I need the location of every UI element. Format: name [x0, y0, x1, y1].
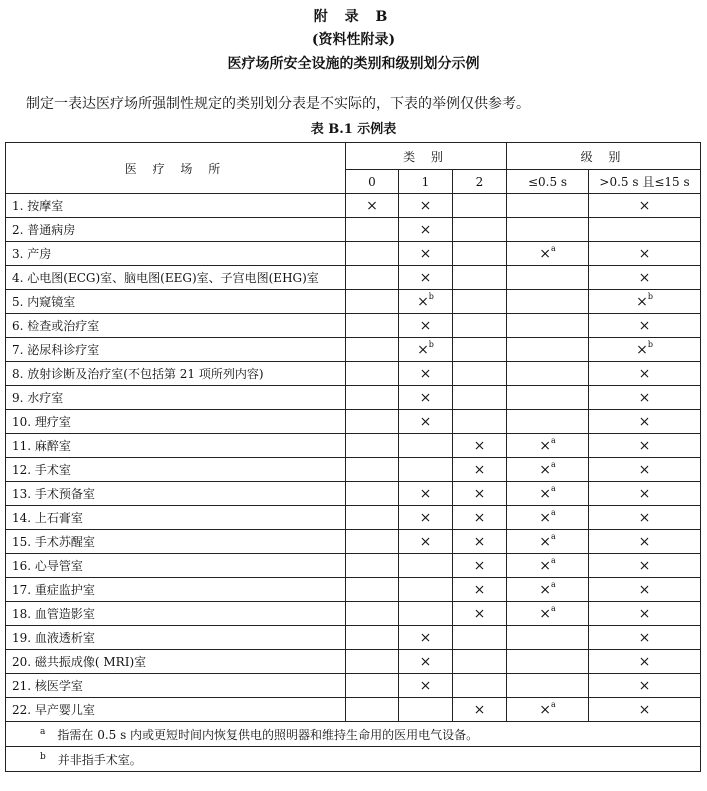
- place-name-cell: 2. 普通病房: [6, 218, 346, 242]
- table-row: [6, 554, 701, 578]
- level-2-cell: [589, 194, 701, 218]
- class-1-cell: [399, 698, 453, 722]
- level-2-cell: [589, 674, 701, 698]
- class-0-cell: [346, 482, 399, 506]
- mark-symbol: ×: [419, 677, 432, 694]
- mark-symbol: ×: [638, 269, 651, 286]
- mark-symbol: ×: [638, 365, 651, 382]
- mark-symbol: ×: [419, 269, 432, 286]
- mark-footnote-ref: a: [550, 459, 556, 469]
- place-name-cell: 3. 产房: [6, 242, 346, 266]
- level-1-cell: [507, 218, 589, 242]
- mark-symbol: ×: [638, 557, 651, 574]
- class-0-cell: [346, 602, 399, 626]
- class-2-cell: [453, 698, 507, 722]
- mark-symbol: ×: [636, 341, 648, 358]
- mark-symbol: ×: [539, 461, 551, 478]
- footnote-row: [6, 747, 701, 772]
- mark-footnote-ref: a: [550, 507, 556, 517]
- table-row: [6, 410, 701, 434]
- class-2-cell: [453, 506, 507, 530]
- level-1-cell: [507, 338, 589, 362]
- class-2-cell: [453, 530, 507, 554]
- mark-symbol: ×: [366, 197, 378, 214]
- level-2-cell: [589, 362, 701, 386]
- level-2-cell: [589, 242, 701, 266]
- footnote-row: [6, 722, 701, 747]
- class-0-cell: [346, 290, 399, 314]
- class-1-cell: [399, 314, 453, 338]
- class-1-cell: [399, 578, 453, 602]
- table-row: [6, 530, 701, 554]
- level-1-cell: [507, 290, 589, 314]
- level-1-cell: [507, 266, 589, 290]
- mark-symbol: ×: [419, 509, 432, 526]
- level-2-cell: [589, 458, 701, 482]
- mark-symbol: ×: [473, 509, 486, 526]
- mark-symbol: ×: [636, 293, 648, 310]
- mark-symbol: ×: [539, 581, 551, 598]
- level-2-cell: [589, 698, 701, 722]
- class-0-cell: [346, 386, 399, 410]
- class-1-cell: [399, 194, 453, 218]
- level-2-cell: [589, 434, 701, 458]
- class-2-cell: [453, 674, 507, 698]
- intro-paragraph: 制定一表达医疗场所强制性规定的类别划分表是不实际的，下表的举例仅供参考。: [26, 96, 530, 112]
- table-row: [6, 626, 701, 650]
- col-level-2: >0.5 s 且≤15 s: [589, 170, 701, 194]
- place-name-cell: 10. 理疗室: [6, 410, 346, 434]
- place-name-cell: 6. 检查或治疗室: [6, 314, 346, 338]
- table-row: [6, 290, 701, 314]
- mark-symbol: ×: [539, 533, 551, 550]
- level-2-cell: [589, 410, 701, 434]
- place-name-cell: 17. 重症监护室: [6, 578, 346, 602]
- class-2-cell: [453, 242, 507, 266]
- class-1-cell: [399, 674, 453, 698]
- class-2-cell: [453, 290, 507, 314]
- class-0-cell: [346, 362, 399, 386]
- level-1-cell: [507, 362, 589, 386]
- class-0-cell: [346, 242, 399, 266]
- appendix-title: 附 录 B: [313, 9, 394, 25]
- mark-symbol: ×: [638, 581, 651, 598]
- mark-symbol: ×: [417, 293, 429, 310]
- table-row: [6, 674, 701, 698]
- place-name-cell: 22. 早产婴儿室: [6, 698, 346, 722]
- level-2-cell: [589, 290, 701, 314]
- class-1-cell: [399, 506, 453, 530]
- mark-symbol: ×: [638, 701, 651, 718]
- class-1-cell: [399, 362, 453, 386]
- col-class-2: 2: [453, 170, 507, 194]
- mark-symbol: ×: [473, 533, 486, 550]
- table-row: [6, 338, 701, 362]
- mark-symbol: ×: [417, 341, 429, 358]
- mark-symbol: ×: [539, 701, 551, 718]
- mark-symbol: ×: [638, 245, 651, 262]
- class-0-cell: [346, 434, 399, 458]
- place-name-cell: 16. 心导管室: [6, 554, 346, 578]
- mark-footnote-ref: a: [550, 435, 556, 445]
- mark-symbol: ×: [638, 197, 651, 214]
- mark-symbol: ×: [539, 485, 551, 502]
- table-row: [6, 242, 701, 266]
- mark-symbol: ×: [473, 557, 486, 574]
- table-row: [6, 194, 701, 218]
- level-2-cell: [589, 530, 701, 554]
- class-2-cell: [453, 362, 507, 386]
- class-0-cell: [346, 674, 399, 698]
- mark-footnote-ref: b: [647, 291, 653, 301]
- mark-symbol: ×: [419, 413, 432, 430]
- mark-symbol: ×: [419, 485, 432, 502]
- col-header-place: 医 疗 场 所: [6, 143, 346, 194]
- level-1-cell: [507, 386, 589, 410]
- level-2-cell: [589, 266, 701, 290]
- mark-footnote-ref: a: [550, 531, 556, 541]
- mark-symbol: ×: [419, 629, 432, 646]
- class-2-cell: [453, 602, 507, 626]
- table-row: [6, 698, 701, 722]
- level-2-cell: [589, 650, 701, 674]
- level-1-cell: [507, 578, 589, 602]
- mark-symbol: ×: [539, 245, 551, 262]
- col-group-level: 级 别: [507, 143, 701, 170]
- level-1-cell: [507, 674, 589, 698]
- level-1-cell: [507, 530, 589, 554]
- table-row: [6, 578, 701, 602]
- col-group-class: 类 别: [346, 143, 507, 170]
- class-2-cell: [453, 578, 507, 602]
- table-row: [6, 482, 701, 506]
- footnote-b: [6, 747, 701, 772]
- footnote-text: 指需在 0.5 s 内或更短时间内恢复供电的照明器和维持生命用的医用电气设备。: [57, 727, 479, 742]
- level-2-cell: [589, 482, 701, 506]
- class-2-cell: [453, 314, 507, 338]
- class-2-cell: [453, 218, 507, 242]
- class-0-cell: [346, 626, 399, 650]
- place-name-cell: 21. 核医学室: [6, 674, 346, 698]
- place-name-cell: 4. 心电图(ECG)室、脑电图(EEG)室、子宫电图(EHG)室: [6, 266, 346, 290]
- level-1-cell: [507, 314, 589, 338]
- level-2-cell: [589, 626, 701, 650]
- class-0-cell: [346, 458, 399, 482]
- appendix-heading: 医疗场所安全设施的类别和级别划分示例: [227, 56, 480, 72]
- level-1-cell: [507, 434, 589, 458]
- place-name-cell: 9. 水疗室: [6, 386, 346, 410]
- place-name-cell: 13. 手术预备室: [6, 482, 346, 506]
- level-2-cell: [589, 218, 701, 242]
- mark-symbol: ×: [419, 533, 432, 550]
- class-0-cell: [346, 698, 399, 722]
- place-name-cell: 5. 内窥镜室: [6, 290, 346, 314]
- class-2-cell: [453, 434, 507, 458]
- class-0-cell: [346, 218, 399, 242]
- level-1-cell: [507, 458, 589, 482]
- place-name-cell: 1. 按摩室: [6, 194, 346, 218]
- col-class-1: 1: [399, 170, 453, 194]
- example-table: [5, 142, 701, 772]
- table-row: [6, 602, 701, 626]
- class-1-cell: [399, 410, 453, 434]
- table-row: [6, 266, 701, 290]
- table-body: [6, 194, 701, 722]
- class-2-cell: [453, 338, 507, 362]
- mark-symbol: ×: [638, 317, 651, 334]
- mark-symbol: ×: [419, 221, 432, 238]
- mark-symbol: ×: [539, 605, 551, 622]
- table-row: [6, 218, 701, 242]
- level-1-cell: [507, 506, 589, 530]
- mark-footnote-ref: a: [550, 579, 556, 589]
- mark-symbol: ×: [473, 437, 486, 454]
- mark-symbol: ×: [638, 653, 651, 670]
- mark-footnote-ref: a: [550, 699, 556, 709]
- class-2-cell: [453, 482, 507, 506]
- mark-symbol: ×: [638, 437, 651, 454]
- mark-symbol: ×: [638, 533, 651, 550]
- class-1-cell: [399, 218, 453, 242]
- place-name-cell: 7. 泌尿科诊疗室: [6, 338, 346, 362]
- level-1-cell: [507, 698, 589, 722]
- mark-symbol: ×: [419, 653, 432, 670]
- table-caption: 表 B.1 示例表: [310, 122, 397, 137]
- class-1-cell: [399, 242, 453, 266]
- mark-footnote-ref: b: [647, 339, 653, 349]
- mark-symbol: ×: [638, 677, 651, 694]
- level-1-cell: [507, 602, 589, 626]
- place-name-cell: 11. 麻醉室: [6, 434, 346, 458]
- class-0-cell: [346, 650, 399, 674]
- level-1-cell: [507, 194, 589, 218]
- class-0-cell: [346, 578, 399, 602]
- mark-symbol: ×: [539, 557, 551, 574]
- level-1-cell: [507, 242, 589, 266]
- place-name-cell: 20. 磁共振成像( MRI)室: [6, 650, 346, 674]
- mark-symbol: ×: [638, 389, 651, 406]
- class-0-cell: [346, 266, 399, 290]
- table-row: [6, 314, 701, 338]
- level-1-cell: [507, 410, 589, 434]
- mark-symbol: ×: [419, 317, 432, 334]
- level-1-cell: [507, 626, 589, 650]
- mark-symbol: ×: [419, 245, 432, 262]
- place-name-cell: 19. 血液透析室: [6, 626, 346, 650]
- class-1-cell: [399, 386, 453, 410]
- class-1-cell: [399, 482, 453, 506]
- mark-symbol: ×: [539, 437, 551, 454]
- mark-footnote-ref: a: [550, 243, 556, 253]
- level-2-cell: [589, 506, 701, 530]
- class-1-cell: [399, 266, 453, 290]
- class-2-cell: [453, 554, 507, 578]
- footnote-mark: a: [40, 726, 46, 737]
- level-2-cell: [589, 578, 701, 602]
- mark-symbol: ×: [473, 701, 486, 718]
- mark-symbol: ×: [419, 365, 432, 382]
- mark-symbol: ×: [473, 581, 486, 598]
- table-row: [6, 362, 701, 386]
- mark-symbol: ×: [473, 485, 486, 502]
- level-2-cell: [589, 314, 701, 338]
- class-0-cell: [346, 314, 399, 338]
- place-name-cell: 18. 血管造影室: [6, 602, 346, 626]
- class-0-cell: [346, 554, 399, 578]
- table-header-row: [6, 143, 701, 170]
- class-1-cell: [399, 290, 453, 314]
- place-name-cell: 14. 上石膏室: [6, 506, 346, 530]
- col-level-1: ≤0.5 s: [507, 170, 589, 194]
- table-row: [6, 506, 701, 530]
- mark-symbol: ×: [638, 461, 651, 478]
- class-2-cell: [453, 626, 507, 650]
- mark-symbol: ×: [419, 197, 432, 214]
- class-1-cell: [399, 458, 453, 482]
- class-1-cell: [399, 602, 453, 626]
- level-2-cell: [589, 602, 701, 626]
- class-1-cell: [399, 530, 453, 554]
- footnote-a: [6, 722, 701, 747]
- table-row: [6, 434, 701, 458]
- class-1-cell: [399, 650, 453, 674]
- class-2-cell: [453, 194, 507, 218]
- table-footnotes: [6, 722, 701, 772]
- level-2-cell: [589, 338, 701, 362]
- mark-symbol: ×: [638, 605, 651, 622]
- class-1-cell: [399, 626, 453, 650]
- mark-footnote-ref: b: [428, 339, 434, 349]
- level-1-cell: [507, 554, 589, 578]
- class-2-cell: [453, 458, 507, 482]
- level-2-cell: [589, 386, 701, 410]
- mark-symbol: ×: [638, 629, 651, 646]
- mark-symbol: ×: [638, 509, 651, 526]
- mark-footnote-ref: a: [550, 603, 556, 613]
- level-1-cell: [507, 650, 589, 674]
- class-2-cell: [453, 386, 507, 410]
- mark-symbol: ×: [473, 605, 486, 622]
- class-2-cell: [453, 650, 507, 674]
- place-name-cell: 15. 手术苏醒室: [6, 530, 346, 554]
- appendix-type: (资料性附录): [311, 32, 396, 48]
- class-2-cell: [453, 410, 507, 434]
- place-name-cell: 8. 放射诊断及治疗室(不包括第 21 项所列内容): [6, 362, 346, 386]
- mark-symbol: ×: [473, 461, 486, 478]
- class-0-cell: [346, 530, 399, 554]
- mark-symbol: ×: [419, 389, 432, 406]
- table-row: [6, 650, 701, 674]
- class-0-cell: [346, 506, 399, 530]
- mark-symbol: ×: [638, 413, 651, 430]
- level-2-cell: [589, 554, 701, 578]
- class-1-cell: [399, 434, 453, 458]
- class-2-cell: [453, 266, 507, 290]
- place-name-cell: 12. 手术室: [6, 458, 346, 482]
- footnote-mark: b: [40, 751, 46, 762]
- class-0-cell: [346, 338, 399, 362]
- class-0-cell: [346, 410, 399, 434]
- footnote-text: 并非指手术室。: [57, 752, 142, 767]
- table-row: [6, 458, 701, 482]
- class-1-cell: [399, 338, 453, 362]
- level-1-cell: [507, 482, 589, 506]
- mark-symbol: ×: [638, 485, 651, 502]
- class-0-cell: [346, 194, 399, 218]
- mark-footnote-ref: a: [550, 555, 556, 565]
- mark-footnote-ref: a: [550, 483, 556, 493]
- mark-footnote-ref: b: [428, 291, 434, 301]
- mark-symbol: ×: [539, 509, 551, 526]
- table-row: [6, 386, 701, 410]
- col-class-0: 0: [346, 170, 399, 194]
- class-1-cell: [399, 554, 453, 578]
